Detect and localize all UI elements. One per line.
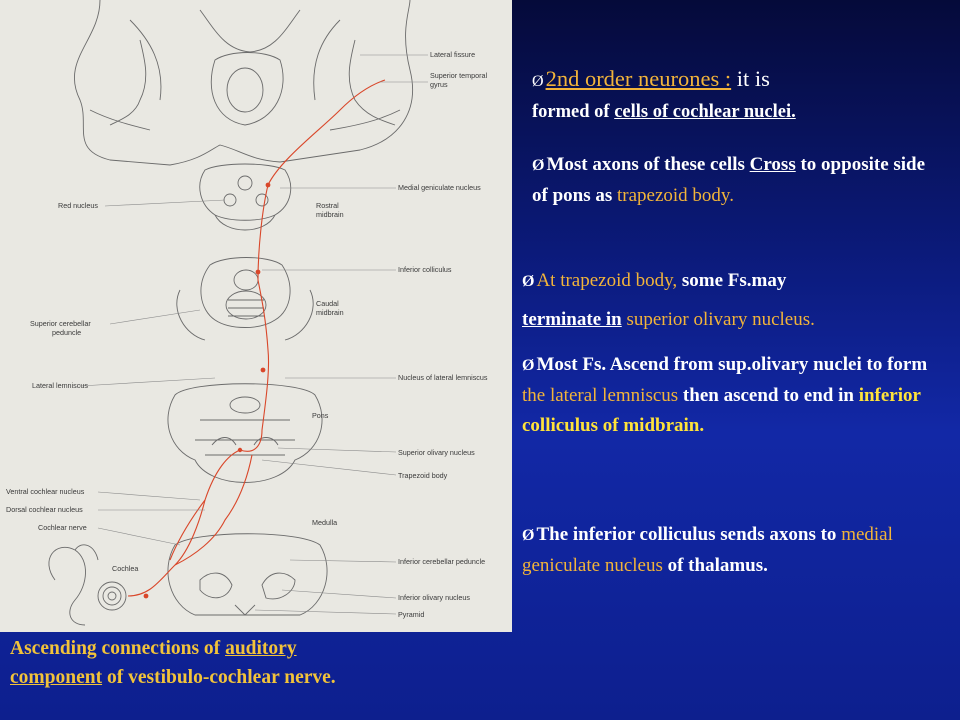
block5-b: medial geniculate nucleus [522,524,893,576]
label-sup-cerebellar-peduncle-2: peduncle [52,328,82,337]
label-rostral-midbrain-2: midbrain [316,210,344,219]
label-sup-temporal-gyrus-2: gyrus [430,80,448,89]
bullet-second-order-neurones [532,64,952,127]
label-caudal-midbrain-2: midbrain [316,308,344,317]
label-inferior-olivary: Inferior olivary nucleus [398,593,470,602]
label-sup-cerebellar-peduncle: Superior cerebellar [30,319,91,328]
caption-part4: of vestibulo-cochlear nerve. [102,667,336,688]
block2-d: trapezoid body. [617,185,734,206]
block2-b: Cross [749,154,796,175]
label-superior-olivary: Superior olivary nucleus [398,448,475,457]
arrow-bullet-icon: Ø [522,273,535,290]
block3-c: terminate in [522,309,622,330]
caption-part2: auditory [225,638,297,659]
block1-line2-b: cells of cochlear nuclei. [614,102,796,122]
block2-a: Most axons of these cells [546,154,750,175]
block2-c: to opposite side of pons as [532,154,926,206]
block1-heading-rest: it is [731,66,770,91]
block3-d: superior olivary nucleus. [621,309,815,330]
cochlea [49,545,126,625]
label-pons: Pons [312,411,329,420]
figure-caption [10,634,510,692]
caption-part3: component [10,667,103,688]
block5-a: The inferior colliculus sends axons to [536,524,842,545]
block3-a: At trapezoid body, [536,270,678,291]
block4-c: then ascend to end in [678,385,859,406]
bullet-inferior-colliculus [522,520,942,581]
auditory-pathway-diagram [0,0,512,632]
label-dorsal-cochlear: Dorsal cochlear nucleus [6,505,83,514]
block1-heading-text: 2nd order neurones : [545,66,732,91]
label-cochlea: Cochlea [112,564,139,573]
pons-section [168,384,322,483]
label-caudal-midbrain: Caudal [316,299,339,308]
label-cochlear-nerve: Cochlear nerve [38,523,87,532]
label-inf-cerebellar-peduncle: Inferior cerebellar peduncle [398,557,486,566]
label-medial-geniculate: Medial geniculate nucleus [398,183,481,192]
label-red-nucleus: Red nucleus [58,201,98,210]
block5-c: of thalamus. [662,555,768,576]
bullet-most-axons [532,150,937,211]
rostral-midbrain-section [200,164,291,230]
bullet-lateral-lemniscus [522,350,942,441]
anatomy-figure [0,0,512,632]
block4-d: inferior colliculus of midbrain. [522,385,921,436]
caption-part1: Ascending connections of [10,638,226,659]
block4-a: Most Fs. Ascend from sup.olivary nuclei to form [536,354,928,375]
label-rostral-midbrain: Rostral [316,201,339,210]
label-trapezoid-body: Trapezoid body [398,471,448,480]
label-lateral-lemniscus: Lateral lemniscus [32,381,88,390]
medulla-section [168,534,327,615]
arrow-bullet-icon: Ø [532,157,545,174]
block4-b: the lateral lemniscus [522,385,679,406]
label-lateral-fissure: Lateral fissure [430,50,476,59]
label-nucleus-lateral-lemniscus: Nucleus of lateral lemniscus [398,373,488,382]
block1-heading [532,64,952,97]
label-inferior-colliculus: Inferior colliculus [398,265,452,274]
label-medulla: Medulla [312,518,338,527]
cerebrum-section [74,0,412,165]
block3-b: some Fs.may [677,270,787,291]
block1-line2 [532,97,952,127]
bullet-trapezoid-body [522,262,952,339]
label-pyramid: Pyramid [398,610,425,619]
leader-lines [80,55,428,614]
label-ventral-cochlear: Ventral cochlear nucleus [6,487,85,496]
arrow-bullet-icon: Ø [522,527,535,544]
block1-line2-a: formed of [532,102,615,122]
label-sup-temporal-gyrus: Superior temporal [430,71,488,80]
arrow-bullet-icon: Ø [522,357,535,374]
arrow-bullet-icon: Ø [532,73,544,90]
